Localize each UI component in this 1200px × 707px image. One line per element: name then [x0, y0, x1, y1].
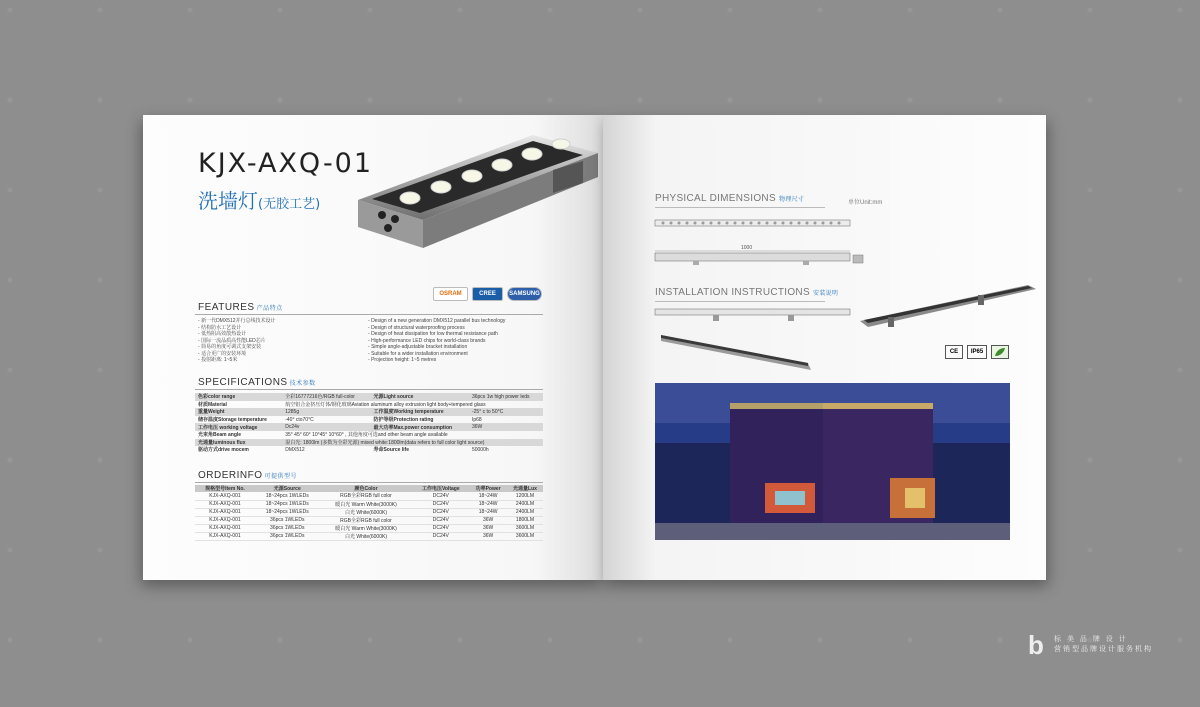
- b-logo-icon: b: [1028, 630, 1044, 660]
- divider: [195, 482, 543, 483]
- right-page: [603, 115, 1046, 580]
- list-item: - 投射距离: 1~5米: [198, 357, 238, 363]
- table-row: 储存温度Storage temperature -40° cto70°C 防护等级Protection rating Ip68: [198, 416, 482, 424]
- product-name: 洗墙灯: [198, 189, 258, 213]
- installed-fixture-image: [858, 283, 1038, 333]
- table-row: 色彩color range 全彩16777216色/RGB full-color 光源Light source 36pcs 1w high power leds: [195, 393, 543, 401]
- list-item: - 新一代DMX512并行总线技术设计: [198, 318, 276, 324]
- list-item: - 简易的角度可调式支架安装: [198, 344, 262, 350]
- dims-title: PHYSICAL DIMENSIONS: [655, 193, 776, 204]
- features-title-cn: 产品特点: [256, 306, 283, 312]
- order-info-table: [195, 485, 543, 541]
- left-page: [143, 115, 603, 580]
- table-row: KJX-AXQ-001 18~24pcs 1WLEDs RGB全彩RGB full color DC24V 18~24W 1200LM: [195, 492, 543, 500]
- dimensions-heading: [655, 193, 804, 204]
- ce-certification-icon: CE: [945, 345, 963, 359]
- table-row: 光束角Beam angle 35° 45° 60° 10°45° 10°60° , 其他角度可选and other beam angle available: [198, 432, 448, 439]
- list-item: - Simple angle-adjustable bracket installation: [368, 344, 468, 350]
- list-item: - Suitable for a wider installation environment: [368, 350, 468, 357]
- watermark-text: 标 美 品 牌 设 计 营销型品牌设计服务机构: [1054, 636, 1153, 653]
- table-row: 材质Material 航空铝合金挤压灯体/钢化玻璃Aviation aluminum alloy extrusion light body+tempered glass: [198, 401, 486, 408]
- install-title: INSTALLATION INSTRUCTIONS: [655, 287, 810, 298]
- list-item: - 低热阻高效散热设计: [198, 331, 247, 337]
- table-row: KJX-AXQ-001 18~24pcs 1WLEDs 白光 White(6000K) DC24V 18~24W 2400LM: [195, 508, 543, 516]
- unit-label: 单位Unit:mm: [848, 200, 883, 206]
- installation-drawing: [653, 305, 853, 375]
- list-item: - Design of heat dissipation for low thermal resistance path: [368, 331, 498, 337]
- divider: [195, 389, 543, 390]
- table-row: 光通量luminous flux 混白光: 1800lm (多数为全彩光源) mixed white:1800lm(data refers to full color light source): [195, 439, 543, 447]
- specifications-table: [195, 393, 543, 454]
- length-dimension: 1000: [741, 245, 753, 251]
- product-name-note: (无胶工艺): [258, 197, 321, 212]
- brand-watermark: [1028, 630, 1153, 660]
- application-photo: [655, 383, 1010, 540]
- samsung-logo: SAMSUNG: [507, 287, 542, 301]
- list-item: - 适合更广的安装环境: [198, 350, 247, 357]
- led-brand-logos: [433, 287, 542, 301]
- table-row: 工作电压 working voltage Dc24v 最大功率Max.power consumption 36W: [195, 423, 543, 431]
- spec-title: SPECIFICATIONS: [198, 377, 288, 388]
- dims-title-cn: 物理尺寸: [779, 197, 805, 203]
- table-row: KJX-AXQ-001 36pcs 1WLEDs 暖白光 Warm White(3000K) DC24V 36W 3600LM: [195, 524, 543, 532]
- divider: [655, 301, 825, 302]
- ip65-certification-icon: IP65: [967, 345, 987, 359]
- model-title: KJX-AXQ-01: [198, 148, 374, 179]
- list-item: - High-performance LED chips for world-class brands: [368, 337, 486, 344]
- install-title-cn: 安装说明: [813, 291, 839, 297]
- table-row: KJX-AXQ-001 18~24pcs 1WLEDs 暖白光 Warm White(3000K) DC24V 18~24W 2400LM: [195, 500, 543, 508]
- table-row: KJX-AXQ-001 36pcs 1WLEDs 白光 White(6000K) DC24V 36W 3600LM: [195, 532, 543, 540]
- divider: [655, 207, 825, 208]
- table-row: 重量Weight 1285g 工作温度Working temperature -25° c to 50°C: [195, 408, 543, 416]
- features-title: FEATURES: [198, 302, 255, 313]
- order-title-cn: 可提供型号: [264, 474, 298, 480]
- wall-washer-product-image: [358, 125, 598, 255]
- rohs-certification-icon: [991, 345, 1009, 359]
- list-item: - Design of structural waterproofing process: [368, 324, 465, 331]
- installation-heading: [655, 287, 838, 298]
- list-item: - 国际一流品质高性能LED芯片: [198, 337, 266, 344]
- divider: [195, 314, 543, 315]
- list-item: - Design of a new generation DMX512 parallel bus technology: [368, 318, 506, 324]
- features-heading: [198, 302, 283, 313]
- brochure-spread: [143, 115, 1046, 585]
- order-title: ORDERINFO: [198, 470, 263, 481]
- list-item: - 结构防水工艺设计: [198, 324, 242, 331]
- orderinfo-heading: [198, 470, 297, 481]
- specifications-heading: [198, 377, 316, 388]
- table-row: KJX-AXQ-001 36pcs 1WLEDs RGB全彩RGB full color DC24V 36W 1800LM: [195, 516, 543, 524]
- product-name-cn: [198, 185, 320, 214]
- features-list: [198, 318, 543, 364]
- table-row: 驱动方式drive mocem DMX512 寿命Source life 50000h: [198, 446, 489, 454]
- osram-logo: OSRAM: [433, 287, 468, 301]
- table-header-row: 规格型号Item No. 光源Source 颜色Color 工作电压Voltage 功率Power 光通量Lux: [195, 485, 543, 492]
- cree-logo: CREE: [472, 287, 503, 301]
- features-en-list: [368, 318, 538, 364]
- features-cn-list: [198, 318, 368, 364]
- spec-title-cn: 技术参数: [289, 381, 316, 387]
- list-item: - Projection height: 1~5 metres: [368, 357, 437, 363]
- dimension-drawing: [653, 215, 893, 270]
